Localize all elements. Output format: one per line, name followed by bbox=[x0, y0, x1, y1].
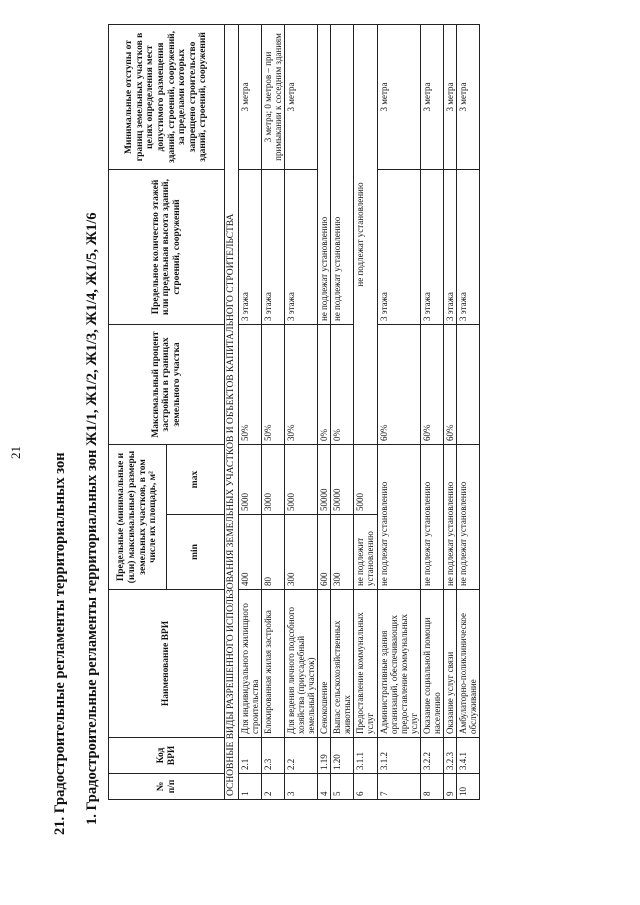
header-floors: Предельное количество этажей или предельная высота зданий, строений, сооружений bbox=[109, 170, 225, 325]
section-row bbox=[225, 25, 239, 800]
row-percent bbox=[457, 325, 480, 445]
header-name: Наименование ВРИ bbox=[109, 590, 225, 738]
regulations-table bbox=[108, 24, 480, 800]
header-setback: Минимальные отступы от границ земельных участков в целях определения мест допустимого размещения зданий, строений, сооружений, за пределами которых запрещено строительство зданий, строений, сооружений bbox=[109, 25, 225, 170]
row-num: 7 bbox=[377, 774, 420, 800]
row-num: 5 bbox=[331, 774, 354, 800]
row-percent: 60% bbox=[444, 325, 457, 445]
page-number: 21 bbox=[8, 446, 23, 459]
row-code: 3.1.2 bbox=[377, 738, 420, 774]
table-row bbox=[284, 25, 317, 800]
header-code: Код ВРИ bbox=[109, 738, 225, 774]
row-code: 3.4.1 bbox=[457, 738, 480, 774]
row-percent: 60% bbox=[377, 325, 420, 445]
row-min: 300 bbox=[284, 515, 317, 590]
row-floors: 3 этажа bbox=[238, 170, 261, 325]
row-max: 5000 bbox=[238, 445, 261, 515]
table-row bbox=[318, 25, 331, 800]
section-title-cell: ОСНОВНЫЕ ВИДЫ РАЗРЕШЕННОГО ИСПОЛЬЗОВАНИЯ ЗЕМЕЛЬНЫХ УЧАСТКОВ И ОБЪЕКТОВ КАПИТАЛЬНОГО СТРОИТЕЛЬСТВА bbox=[225, 25, 239, 800]
row-name: Сенокошение bbox=[318, 590, 331, 738]
row-setback: 3 метра bbox=[284, 25, 317, 170]
table-row bbox=[261, 25, 284, 800]
row-name: Выпас сельскохозяйственных животных bbox=[331, 590, 354, 738]
row-span-note: не подлежат установлению bbox=[331, 25, 354, 325]
row-area-note: не подлежат установлению bbox=[377, 445, 420, 590]
row-min: 300 bbox=[331, 515, 354, 590]
header-num: № п/п bbox=[109, 774, 225, 800]
row-code: 1.20 bbox=[331, 738, 354, 774]
row-floors: 3 этажа bbox=[261, 170, 284, 325]
row-max: 3000 bbox=[261, 445, 284, 515]
row-name: Для индивидуального жилищного строительства bbox=[238, 590, 261, 738]
row-max: 5000 bbox=[354, 445, 377, 515]
row-setback: 3 метра; 0 метров – при примыкании к соседним зданиям bbox=[261, 25, 284, 170]
table-row bbox=[238, 25, 261, 800]
row-name: Предоставление коммунальных услуг bbox=[354, 590, 377, 738]
row-floors: 3 этажа bbox=[377, 170, 420, 325]
table-row bbox=[420, 25, 443, 800]
row-percent: 0% bbox=[318, 325, 331, 445]
row-name: Для ведения личного подсобного хозяйства (приусадебный земельный участок) bbox=[284, 590, 317, 738]
row-name: Оказание услуг связи bbox=[444, 590, 457, 738]
row-num: 1 bbox=[238, 774, 261, 800]
table-row bbox=[444, 25, 457, 800]
row-min: не подлежит установлению bbox=[354, 515, 377, 590]
row-min: 80 bbox=[261, 515, 284, 590]
row-code: 3.2.2 bbox=[420, 738, 443, 774]
row-num: 4 bbox=[318, 774, 331, 800]
row-floors: 3 этажа bbox=[444, 170, 457, 325]
header-min: min bbox=[167, 515, 225, 590]
row-num: 2 bbox=[261, 774, 284, 800]
row-area-note: не подлежат установлению bbox=[457, 445, 480, 590]
row-num: 6 bbox=[354, 774, 377, 800]
row-setback: 3 метра bbox=[238, 25, 261, 170]
subsection-title-heading: 1. Градостроительные регламенты территориальных зон Ж1/1, Ж1/2, Ж1/3, Ж1/4, Ж1/5, Ж1/6 bbox=[84, 212, 100, 825]
row-name: Административные здания организаций, обеспечивающих предоставление коммунальных услуг bbox=[377, 590, 420, 738]
row-floors: 3 этажа bbox=[284, 170, 317, 325]
row-name: Оказание социальной помощи населению bbox=[420, 590, 443, 738]
row-setback: 3 метра bbox=[457, 25, 480, 170]
row-percent: 0% bbox=[331, 325, 354, 445]
row-span-note: не подлежат установлению bbox=[354, 25, 377, 445]
row-setback: 3 метра bbox=[420, 25, 443, 170]
row-num: 10 bbox=[457, 774, 480, 800]
row-num: 3 bbox=[284, 774, 317, 800]
row-code: 3.1.1 bbox=[354, 738, 377, 774]
row-floors: 3 этажа bbox=[420, 170, 443, 325]
row-code: 2.3 bbox=[261, 738, 284, 774]
table-row bbox=[377, 25, 420, 800]
row-area-note: не подлежат установлению bbox=[444, 445, 457, 590]
table-row bbox=[354, 25, 377, 800]
row-span-note: не подлежат установлению bbox=[318, 25, 331, 325]
row-name: Блокированная жилая застройка bbox=[261, 590, 284, 738]
row-min: 600 bbox=[318, 515, 331, 590]
row-max: 50000 bbox=[318, 445, 331, 515]
table-row bbox=[457, 25, 480, 800]
row-max: 50000 bbox=[331, 445, 354, 515]
header-max: max bbox=[167, 445, 225, 515]
row-percent: 50% bbox=[261, 325, 284, 445]
row-min: 400 bbox=[238, 515, 261, 590]
section-title-heading: 21. Градостроительные регламенты территориальных зон bbox=[52, 452, 68, 835]
header-row bbox=[109, 25, 167, 800]
row-num: 8 bbox=[420, 774, 443, 800]
row-code: 1.19 bbox=[318, 738, 331, 774]
row-max: 5000 bbox=[284, 445, 317, 515]
row-floors: 3 этажа bbox=[457, 170, 480, 325]
row-percent: 50% bbox=[238, 325, 261, 445]
row-setback: 3 метра bbox=[444, 25, 457, 170]
row-area-note: не подлежат установлению bbox=[420, 445, 443, 590]
table-row bbox=[331, 25, 354, 800]
row-percent: 30% bbox=[284, 325, 317, 445]
header-area: Предельные (минимальные и (или) максимальные) размеры земельных участков, в том числе их площадь, м² bbox=[109, 445, 167, 590]
header-percent: Максимальный процент застройки в границах земельного участка bbox=[109, 325, 225, 445]
row-code: 2.1 bbox=[238, 738, 261, 774]
row-name: Амбулаторно-поликлиническое обслуживание bbox=[457, 590, 480, 738]
row-code: 2.2 bbox=[284, 738, 317, 774]
row-num: 9 bbox=[444, 774, 457, 800]
row-code: 3.2.3 bbox=[444, 738, 457, 774]
row-setback: 3 метра bbox=[377, 25, 420, 170]
row-percent: 60% bbox=[420, 325, 443, 445]
